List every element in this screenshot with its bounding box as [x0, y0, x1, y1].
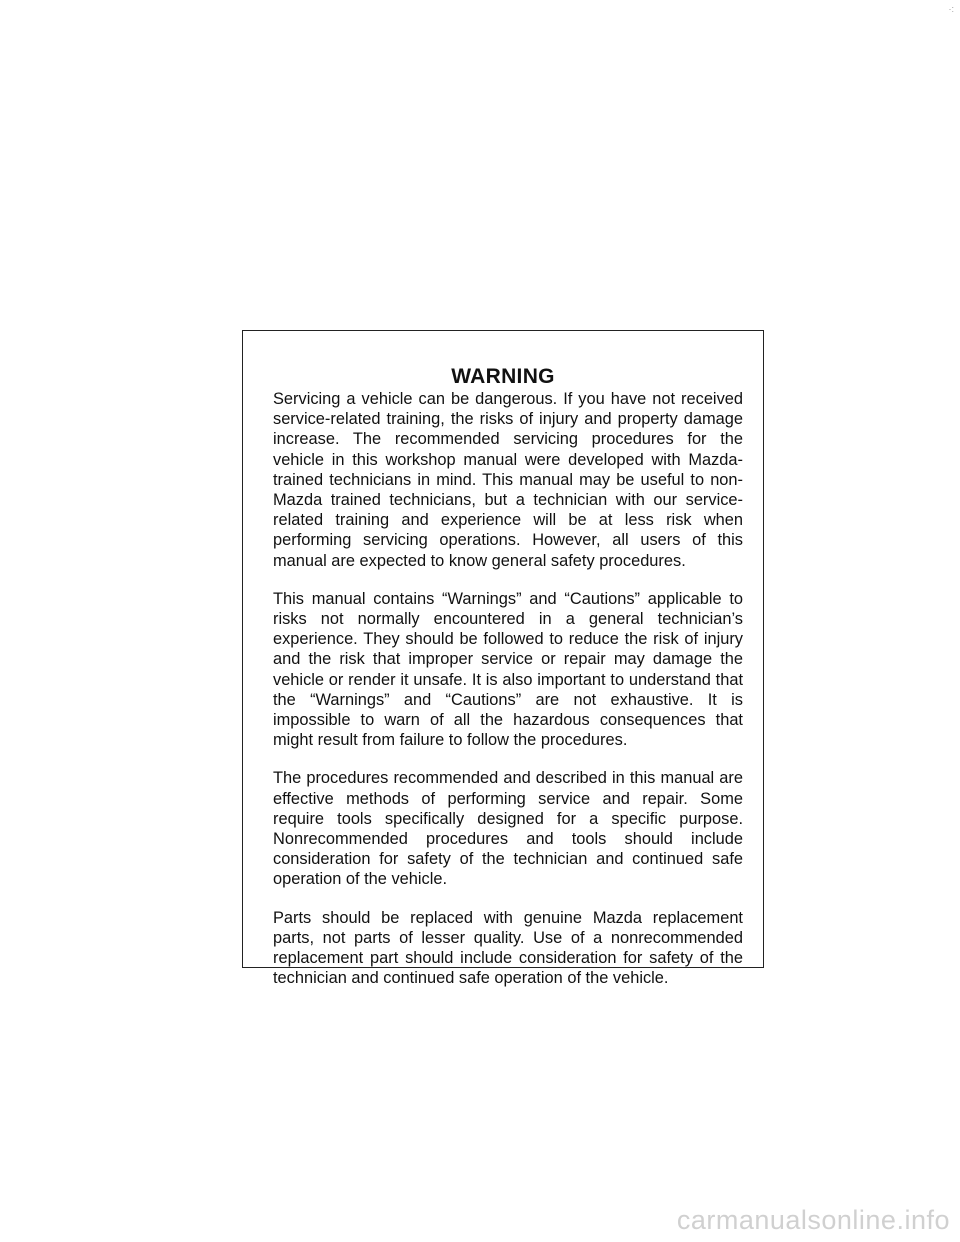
warning-paragraph-2: This manual contains “Warnings” and “Cautions” applicable to risks not normally encountered in a general technician’s experience. They should be followed to reduce the risk of injury and the risk that improper service or repair may damage the vehicle or render it unsafe. It is also important to understand that the “Warnings” and “Cautions” are not exhaustive. It is impossible to warn of all the hazardous consequences that might result from failure to follow the procedures.	[273, 589, 743, 750]
warning-paragraph-4: Parts should be replaced with genuine Mazda replacement parts, not parts of lesser quality. Use of a nonrecommended replacement part should include consideration for safety of the technician and continued safe operation of the vehicle.	[273, 908, 743, 988]
watermark-text: carmanualsonline.info	[676, 1205, 950, 1235]
corner-speck-mark: ·:	[948, 4, 954, 14]
warning-paragraph-3: The procedures recommended and described in this manual are effective methods of performing service and repair. Some require tools specifically designed for a specific purpose. Nonrecommended procedures and tools should include consideration for safety of the technician and continued safe operation of the vehicle.	[273, 769, 743, 889]
warning-title: WARNING	[451, 365, 555, 388]
warning-body	[273, 389, 743, 1006]
warning-paragraph-1: Servicing a vehicle can be dangerous. If you have not received service-related training, the risks of injury and property damage increase. The recommended servicing procedures for the vehicle in this workshop manual were developed with Mazda-trained technicians in mind. This manual may be useful to non-Mazda trained technicians, but a technician with our service-related training and experience will be at less risk when performing servicing operations. However, all users of this manual are expected to know general safety procedures.	[273, 390, 743, 570]
warning-box	[242, 330, 764, 988]
